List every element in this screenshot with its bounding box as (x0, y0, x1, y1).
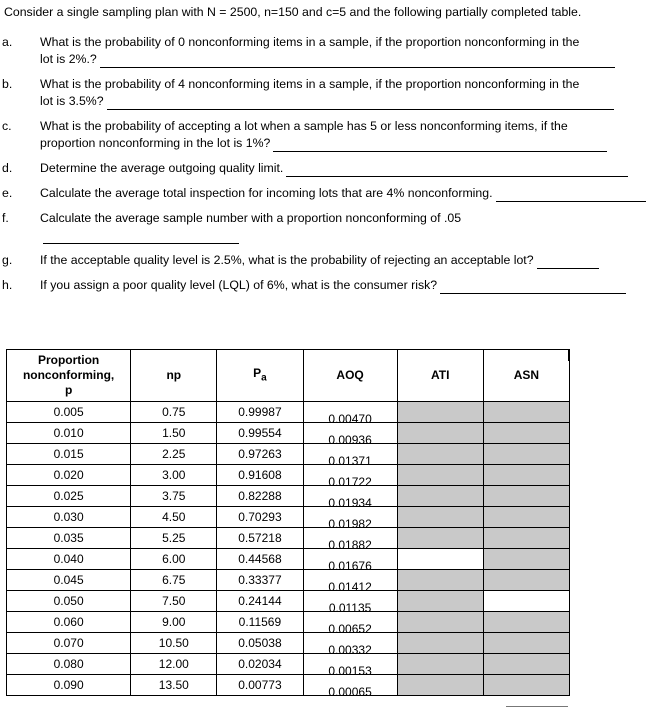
cell-p: 0.080 (7, 654, 131, 675)
answer-blank-b[interactable] (107, 97, 614, 110)
cell-aoq-value: 0.01371 (328, 454, 372, 468)
question-text-b-line1: What is the probability of 4 nonconforming items in a sample, if the proportion nonconforming in the (40, 77, 580, 91)
answer-blank-d[interactable] (286, 164, 628, 177)
cell-ati[interactable] (397, 486, 483, 507)
question-body-g (40, 252, 656, 269)
cell-ati[interactable] (397, 654, 483, 675)
cell-p: 0.015 (7, 444, 131, 465)
cell-ati[interactable] (397, 402, 483, 423)
col-header-proportion-l2: nonconforming, (22, 368, 115, 382)
cell-aoq (303, 612, 397, 636)
cell-aoq (303, 423, 397, 447)
table-row (7, 486, 570, 507)
table-body (7, 402, 570, 699)
question-text-h (40, 277, 652, 294)
question-text-c-line2-text: proportion nonconforming in the lot is 1%? (40, 136, 271, 150)
cell-np: 2.25 (131, 444, 217, 465)
col-header-ati: ATI (397, 350, 483, 402)
cell-asn[interactable] (483, 528, 569, 549)
cell-aoq-value: 0.00936 (328, 433, 372, 447)
answer-blank-c[interactable] (273, 139, 607, 152)
cell-aoq-value: 0.00065 (328, 685, 372, 699)
col-header-np: np (131, 350, 217, 402)
question-text-e (40, 185, 652, 202)
cell-ati[interactable] (397, 549, 483, 570)
cell-ati[interactable] (397, 465, 483, 486)
cell-aoq (303, 465, 397, 489)
col-header-pa: $P_a$ (217, 350, 303, 402)
cell-aoq-value: 0.01982 (328, 517, 372, 531)
question-text-f-text: Calculate the average sample number with a proportion nonconforming of .05 (40, 211, 462, 225)
answer-blank-g[interactable] (537, 256, 599, 269)
table-right-edge-marker (568, 349, 573, 361)
question-text-a-line2 (40, 51, 652, 68)
table-row (7, 675, 570, 696)
table-row (7, 612, 570, 633)
cell-aoq-value: 0.01882 (328, 538, 372, 552)
cell-aoq-value: 0.01412 (328, 580, 372, 594)
cell-ati[interactable] (397, 423, 483, 444)
cell-aoq-value: 0.00470 (328, 412, 372, 426)
cell-p: 0.090 (7, 675, 131, 696)
cell-ati[interactable] (397, 675, 483, 696)
col-header-proportion-l1: Proportion (37, 353, 100, 367)
table-row (7, 570, 570, 591)
cell-aoq-value: 0.01135 (328, 601, 372, 615)
question-text-b-line2 (40, 93, 652, 110)
question-body-a (40, 34, 656, 68)
table-head (7, 350, 570, 402)
cell-pa: 0.24144 (217, 591, 303, 612)
question-body-d (40, 160, 656, 177)
table-row (7, 591, 570, 612)
question-label-d: d. (2, 161, 13, 175)
cell-p: 0.005 (7, 402, 131, 423)
col-header-proportion (7, 350, 131, 402)
cell-p: 0.070 (7, 633, 131, 654)
question-text-d (40, 160, 652, 177)
answer-blank-f[interactable] (43, 231, 239, 244)
cell-p: 0.040 (7, 549, 131, 570)
question-text-g-text: If the acceptable quality level is 2.5%, what is the probability of rejecting an acceptable lot? (40, 253, 534, 267)
cell-asn[interactable] (483, 465, 569, 486)
question-text-h-text: If you assign a poor quality level (LQL) of 6%, what is the consumer risk? (40, 278, 438, 292)
answer-blank-h[interactable] (440, 281, 626, 294)
question-body-b (40, 76, 656, 110)
cell-np: 6.75 (131, 570, 217, 591)
table-row (7, 528, 570, 549)
cell-p: 0.060 (7, 612, 131, 633)
question-body-h (40, 277, 656, 294)
question-text-d-text: Determine the average outgoing quality limit. (40, 161, 284, 175)
question-list (0, 34, 656, 294)
cell-aoq-value: 0.01934 (328, 496, 372, 510)
question-label-c: c. (2, 119, 12, 133)
question-text-a-line1: What is the probability of 0 nonconforming items in a sample, if the proportion nonconforming in the (40, 35, 580, 49)
table-header-row (7, 350, 570, 402)
cell-pa: 0.11569 (217, 612, 303, 633)
cell-np: 1.50 (131, 423, 217, 444)
question-item-d (0, 160, 656, 177)
cell-aoq-value: 0.01722 (328, 475, 372, 489)
question-label-f: f. (2, 211, 9, 225)
cell-asn[interactable] (483, 423, 569, 444)
cell-np: 3.75 (131, 486, 217, 507)
cell-pa: 0.91608 (217, 465, 303, 486)
cell-asn[interactable] (483, 612, 569, 633)
table-row (7, 654, 570, 675)
cell-aoq (303, 549, 397, 573)
cell-np: 0.75 (131, 402, 217, 423)
question-label-h: h. (2, 278, 13, 292)
cell-pa: 0.33377 (217, 570, 303, 591)
cell-aoq (303, 654, 397, 678)
cell-pa: 0.57218 (217, 528, 303, 549)
cell-aoq (303, 444, 397, 468)
answer-blank-a[interactable] (100, 55, 615, 68)
question-item-c (0, 118, 656, 152)
cell-p: 0.020 (7, 465, 131, 486)
cell-p: 0.010 (7, 423, 131, 444)
question-label-a: a. (2, 35, 13, 49)
question-body-f (40, 210, 656, 244)
question-label-g: g. (2, 253, 13, 267)
question-text-b-line2-text: lot is 3.5%? (40, 94, 104, 108)
cell-p: 0.050 (7, 591, 131, 612)
cell-aoq (303, 633, 397, 657)
table-row (7, 402, 570, 423)
cell-p: 0.025 (7, 486, 131, 507)
cell-np: 3.00 (131, 465, 217, 486)
cell-np: 7.50 (131, 591, 217, 612)
cell-ati[interactable] (397, 507, 483, 528)
cell-aoq (303, 591, 397, 615)
cell-aoq-value: 0.00153 (328, 664, 372, 678)
table-row (7, 465, 570, 486)
cell-asn[interactable] (483, 507, 569, 528)
question-text-c-line2 (40, 135, 652, 152)
table-row (7, 507, 570, 528)
cell-pa: 0.02034 (217, 654, 303, 675)
question-text-e-text: Calculate the average total inspection for incoming lots that are 4% nonconforming. (40, 186, 493, 200)
cell-aoq (303, 570, 397, 594)
cell-aoq (303, 528, 397, 552)
question-label-b: b. (2, 77, 13, 91)
cell-ati[interactable] (397, 444, 483, 465)
question-body-e (40, 185, 656, 202)
cell-pa: 0.05038 (217, 633, 303, 654)
question-item-a (0, 34, 656, 68)
table-row (7, 549, 570, 570)
cell-pa: 0.00773 (217, 675, 303, 696)
cell-aoq (303, 486, 397, 510)
table-row (7, 444, 570, 465)
cell-aoq (303, 675, 397, 699)
cell-ati[interactable] (397, 591, 483, 612)
question-text-f (40, 210, 652, 244)
question-text-g (40, 252, 652, 269)
cell-np: 10.50 (131, 633, 217, 654)
col-header-proportion-l3: p (64, 383, 73, 397)
col-header-asn: ASN (483, 350, 569, 402)
table-bottom-rule (506, 706, 568, 707)
cell-pa: 0.99987 (217, 402, 303, 423)
question-body-c (40, 118, 656, 152)
cell-ati[interactable] (397, 633, 483, 654)
cell-pa: 0.99554 (217, 423, 303, 444)
cell-ati[interactable] (397, 570, 483, 591)
question-label-e: e. (2, 186, 13, 200)
cell-asn[interactable] (483, 549, 569, 570)
col-header-aoq: AOQ (303, 350, 397, 402)
cell-asn[interactable] (483, 444, 569, 465)
question-text-a-line2-text: lot is 2%.? (40, 52, 97, 66)
question-item-f (0, 210, 656, 244)
cell-pa: 0.82288 (217, 486, 303, 507)
cell-np: 12.00 (131, 654, 217, 675)
cell-asn[interactable] (483, 402, 569, 423)
cell-aoq-value: 0.00652 (328, 622, 372, 636)
question-item-e (0, 185, 656, 202)
question-item-h (0, 277, 656, 294)
cell-aoq (303, 507, 397, 531)
cell-pa: 0.70293 (217, 507, 303, 528)
sampling-plan-table-wrap (6, 349, 574, 699)
cell-asn[interactable] (483, 654, 569, 675)
cell-np: 4.50 (131, 507, 217, 528)
cell-p: 0.035 (7, 528, 131, 549)
question-item-g (0, 252, 656, 269)
cell-asn[interactable] (483, 591, 569, 612)
cell-p: 0.030 (7, 507, 131, 528)
cell-aoq-value: 0.01676 (328, 559, 372, 573)
cell-aoq (303, 402, 397, 426)
cell-aoq-value: 0.00332 (328, 643, 372, 657)
cell-p: 0.045 (7, 570, 131, 591)
answer-blank-e[interactable] (496, 189, 646, 202)
cell-ati[interactable] (397, 528, 483, 549)
cell-asn[interactable] (483, 570, 569, 591)
cell-np: 5.25 (131, 528, 217, 549)
cell-asn[interactable] (483, 633, 569, 654)
cell-asn[interactable] (483, 675, 569, 696)
cell-asn[interactable] (483, 486, 569, 507)
cell-ati[interactable] (397, 612, 483, 633)
table-row (7, 423, 570, 444)
table-row (7, 633, 570, 654)
question-text-c-line1: What is the probability of accepting a lot when a sample has 5 or less nonconforming items, if the (40, 119, 568, 133)
intro-paragraph: Consider a single sampling plan with N = 2500, n=150 and c=5 and the following partially completed table. (4, 5, 582, 19)
question-item-b (0, 76, 656, 110)
sampling-plan-table (6, 349, 570, 699)
cell-np: 13.50 (131, 675, 217, 696)
cell-np: 9.00 (131, 612, 217, 633)
cell-pa: 0.97263 (217, 444, 303, 465)
cell-np: 6.00 (131, 549, 217, 570)
cell-pa: 0.44568 (217, 549, 303, 570)
